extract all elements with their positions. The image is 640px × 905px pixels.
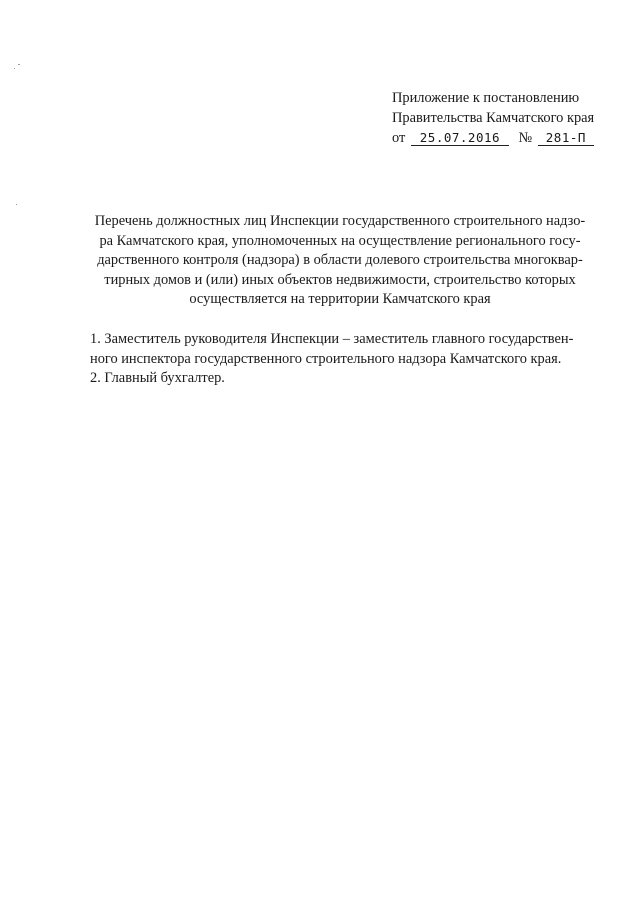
appendix-line-1: Приложение к постановлению: [392, 90, 580, 106]
list-item: 2. Главный бухгалтер.: [90, 370, 225, 386]
from-label: от: [392, 130, 406, 146]
list-item: ного инспектора государственного строительного надзора Камчатского края.: [90, 350, 562, 367]
scan-speck: [14, 68, 15, 69]
title-line: осуществляется на территории Камчатского края: [189, 291, 491, 307]
title-line: тирных домов и (или) иных объектов недвижимости, строительство которых: [104, 271, 576, 288]
appendix-header: [392, 88, 612, 148]
title-line: дарственного контроля (надзора) в области долевого строительства многоквар-: [97, 252, 583, 268]
scan-speck: [16, 204, 17, 205]
title-line: Перечень должностных лиц Инспекции государственного строительного надзо-: [94, 213, 586, 229]
list-item: 1. Заместитель руководителя Инспекции – заместитель главного государствен-: [90, 331, 574, 347]
positions-list: [90, 330, 610, 389]
document-title: [90, 212, 590, 310]
scan-speck: [18, 64, 20, 65]
number-label: №: [518, 130, 533, 146]
appendix-line-2: Правительства Камчатского края: [392, 110, 595, 126]
appendix-date-line: [392, 128, 612, 148]
title-line: ра Камчатского края, уполномоченных на осуществление регионального госу-: [99, 232, 581, 249]
resolution-date: 25.07.2016: [411, 130, 509, 146]
resolution-number: 281-П: [538, 130, 594, 146]
